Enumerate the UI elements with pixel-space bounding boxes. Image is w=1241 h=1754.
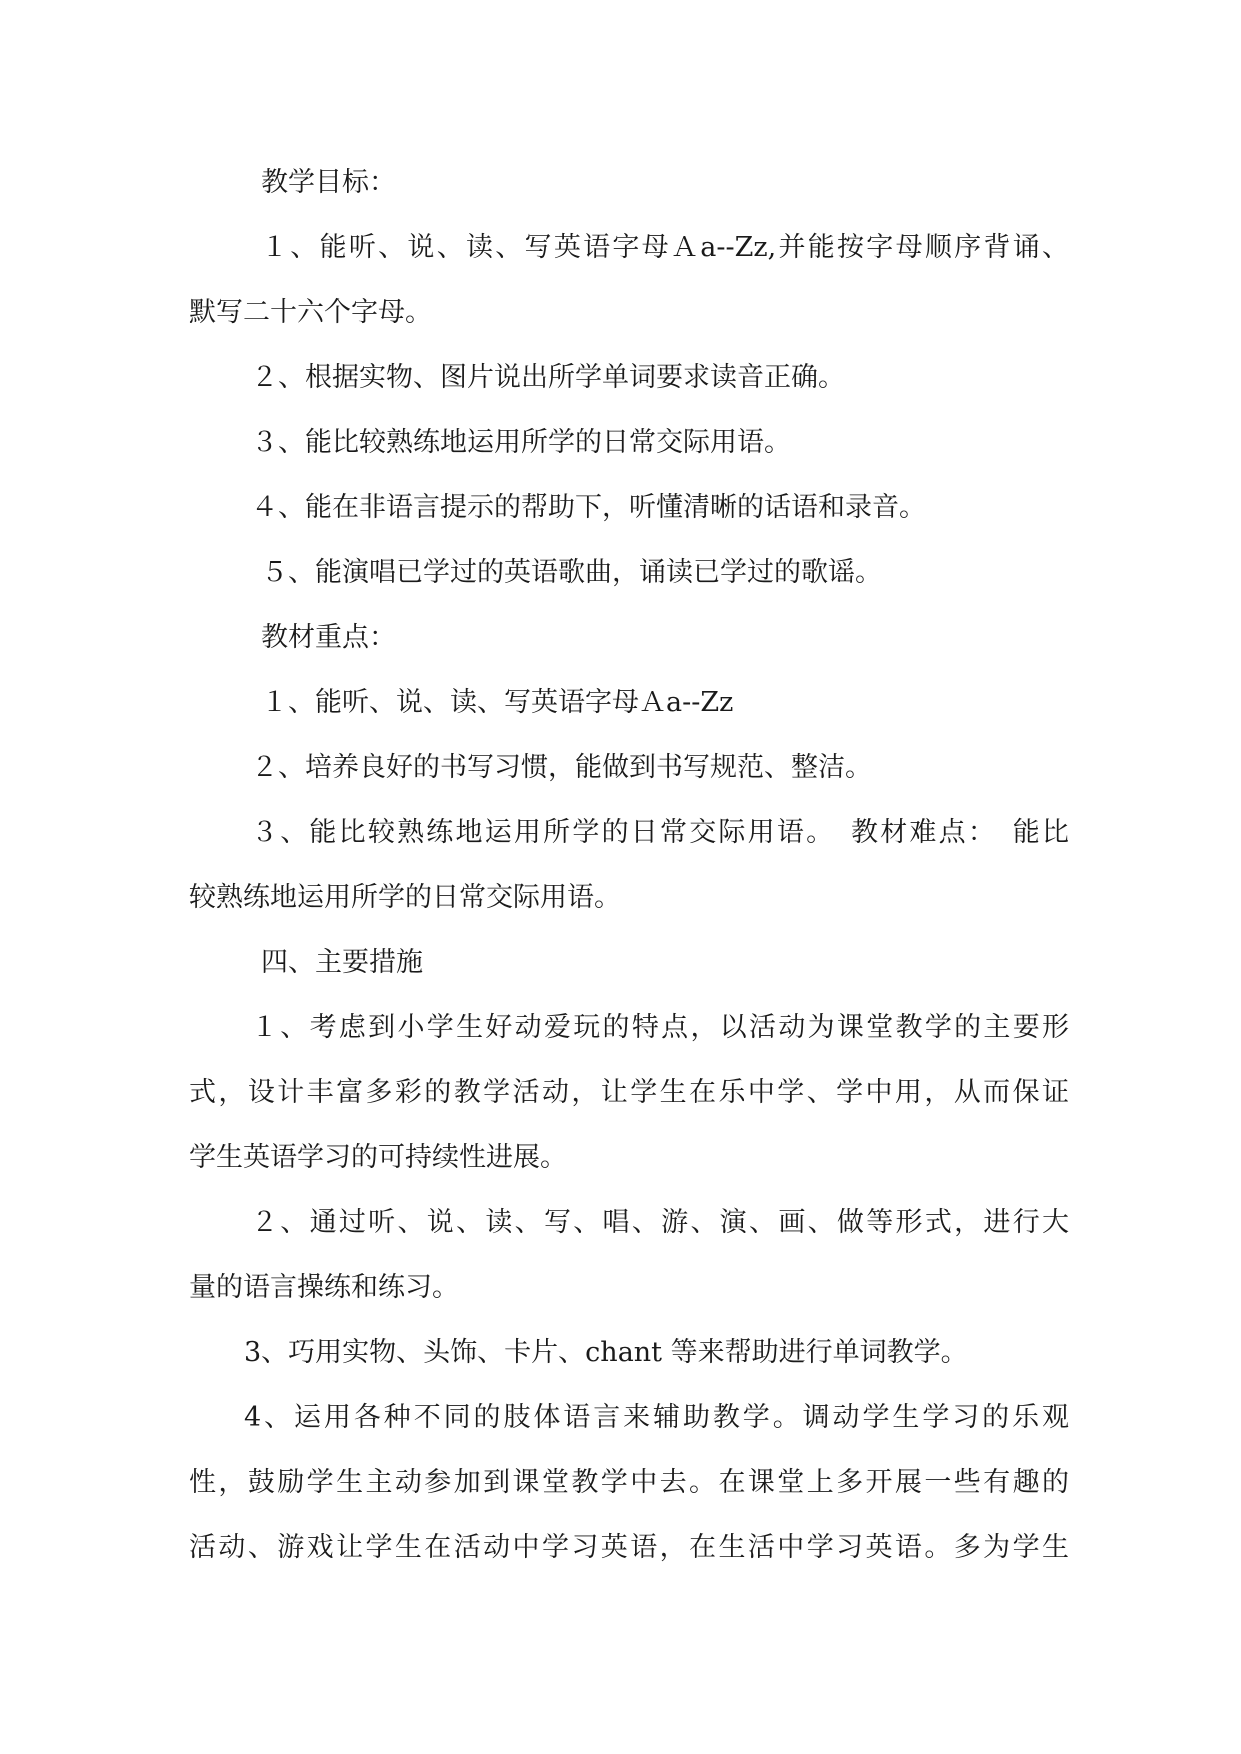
goal-2: ２、根据实物、图片说出所学单词要求读音正确。 (251, 362, 845, 393)
key-point-3-line-1: ３、能比较熟练地运用所学的日常交际用语。 教材难点： 能比 (251, 817, 1069, 848)
measure-4-line-1: 4、运用各种不同的肢体语言来辅助教学。调动学生学习的乐观 (244, 1402, 1069, 1433)
measure-2-line-1: ２、通过听、说、读、写、唱、游、演、画、做等形式，进行大 (251, 1207, 1069, 1238)
key-point-1: １、能听、说、读、写英语字母Ａa--Zz (261, 687, 734, 718)
measure-1-line-1: １、考虑到小学生好动爱玩的特点，以活动为课堂教学的主要形 (251, 1012, 1069, 1043)
key-point-2: ２、培养良好的书写习惯，能做到书写规范、整洁。 (251, 752, 872, 783)
heading-key-points: 教材重点： (261, 622, 396, 653)
goal-5: ５、能演唱已学过的英语歌曲，诵读已学过的歌谣。 (261, 557, 882, 588)
measure-1-line-2: 式，设计丰富多彩的教学活动，让学生在乐中学、学中用，从而保证 (189, 1077, 1069, 1108)
measure-3: 3、巧用实物、头饰、卡片、chant 等来帮助进行单词教学。 (244, 1337, 968, 1368)
heading-main-measures: 四、主要措施 (261, 947, 423, 978)
measure-4-line-3: 活动、游戏让学生在活动中学习英语，在生活中学习英语。多为学生 (189, 1532, 1069, 1563)
document-body (189, 150, 1069, 1580)
goal-3: ３、能比较熟练地运用所学的日常交际用语。 (251, 427, 791, 458)
measure-4-line-2: 性，鼓励学生主动参加到课堂教学中去。在课堂上多开展一些有趣的 (189, 1467, 1069, 1498)
measure-2-line-2: 量的语言操练和练习。 (189, 1272, 459, 1303)
goal-1-line-1: １、能听、说、读、写英语字母Ａa--Zz,并能按字母顺序背诵、 (261, 232, 1069, 263)
goal-4: ４、能在非语言提示的帮助下，听懂清晰的话语和录音。 (251, 492, 926, 523)
measure-1-line-3: 学生英语学习的可持续性进展。 (189, 1142, 567, 1173)
key-point-3-line-2: 较熟练地运用所学的日常交际用语。 (189, 882, 621, 913)
goal-1-line-2: 默写二十六个字母。 (189, 297, 432, 328)
heading-teaching-goals: 教学目标： (261, 167, 396, 198)
